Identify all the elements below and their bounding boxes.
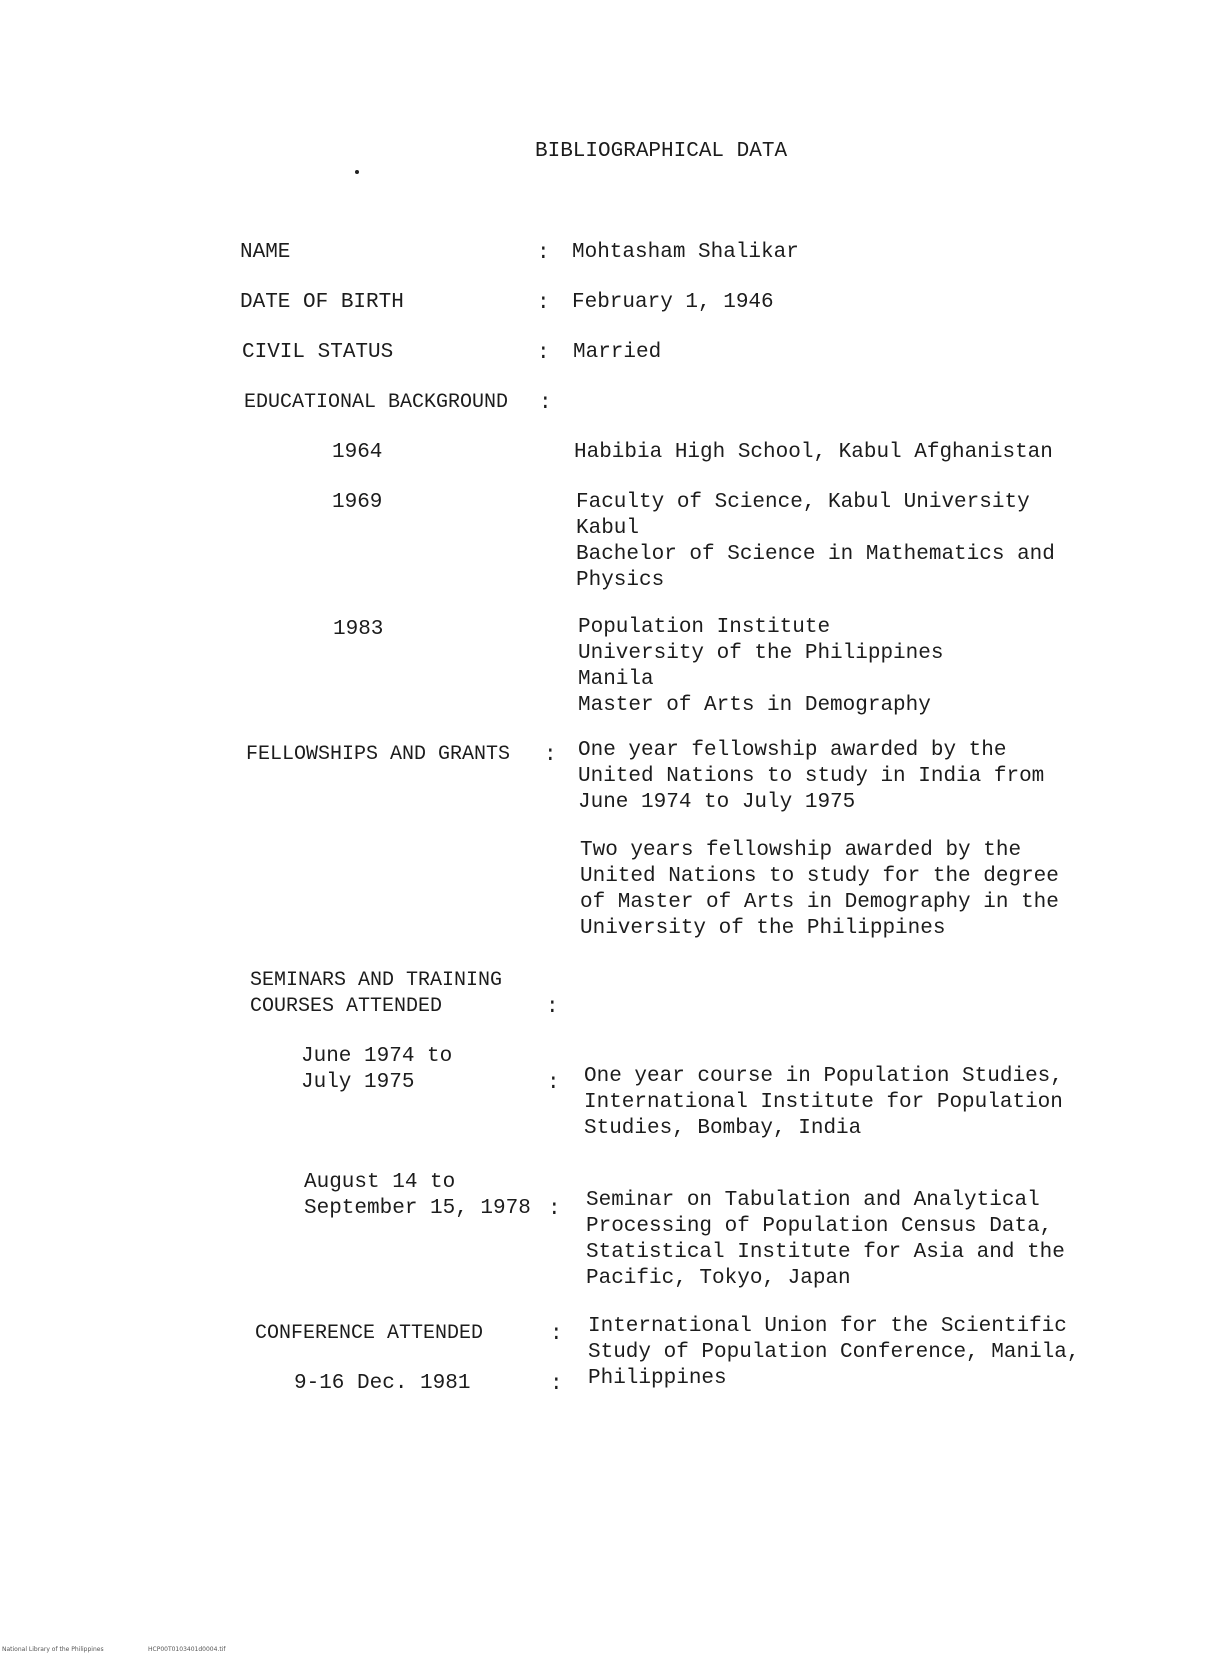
conference-line: Study of Population Conference, Manila, xyxy=(588,1341,1080,1364)
conference-label: CONFERENCE ATTENDED xyxy=(255,1322,484,1345)
education-colon: : xyxy=(539,392,552,415)
dob-value: February 1, 1946 xyxy=(572,291,774,314)
education-year: 1964 xyxy=(332,441,383,464)
fellowship-item xyxy=(578,738,1044,816)
name-value: Mohtasham Shalikar xyxy=(572,241,799,264)
conference-date-colon: : xyxy=(550,1373,563,1396)
seminars-label-line: COURSES ATTENDED xyxy=(250,995,443,1018)
education-line: Kabul xyxy=(576,517,640,540)
education-line: Bachelor of Science in Mathematics and xyxy=(576,543,1055,566)
dob-label: DATE OF BIRTH xyxy=(240,291,404,314)
seminar-date xyxy=(301,1044,452,1096)
education-label: EDUCATIONAL BACKGROUND xyxy=(244,391,509,414)
education-line: Master of Arts in Demography xyxy=(578,694,931,717)
ink-speck xyxy=(355,170,359,174)
fellowship-line: One year fellowship awarded by the xyxy=(578,739,1007,762)
seminar-date xyxy=(304,1170,531,1222)
civil-status-label: CIVIL STATUS xyxy=(242,341,394,364)
name-label: NAME xyxy=(240,241,291,264)
education-entry xyxy=(578,615,943,719)
seminar-line: Processing of Population Census Data, xyxy=(586,1215,1053,1238)
seminar-line: International Institute for Population xyxy=(584,1091,1063,1114)
footer-library: National Library of the Philippines xyxy=(2,1646,104,1653)
conference-line: International Union for the Scientific xyxy=(588,1315,1067,1338)
seminar-colon: : xyxy=(548,1198,561,1221)
fellowship-line: of Master of Arts in Demography in the xyxy=(580,891,1059,914)
seminar-line: Statistical Institute for Asia and the xyxy=(586,1241,1065,1264)
fellowship-line: Two years fellowship awarded by the xyxy=(580,839,1022,862)
page-title: BIBLIOGRAPHICAL DATA xyxy=(535,140,788,163)
conference-item xyxy=(588,1314,1079,1392)
seminar-line: One year course in Population Studies, xyxy=(584,1065,1063,1088)
footer-filename: HCP00T0103401d0004.tif xyxy=(148,1646,226,1653)
name-colon: : xyxy=(537,242,550,265)
seminar-date-line: July 1975 xyxy=(301,1071,415,1094)
education-line: Habibia High School, Kabul Afghanistan xyxy=(574,441,1053,464)
education-line: Manila xyxy=(578,668,654,691)
education-year: 1969 xyxy=(332,491,383,514)
conference-colon: : xyxy=(550,1323,563,1346)
seminars-label-line: SEMINARS AND TRAINING xyxy=(250,969,503,992)
seminar-item xyxy=(586,1188,1065,1292)
seminar-date-line: August 14 to xyxy=(304,1171,456,1194)
fellowship-line: United Nations to study in India from xyxy=(578,765,1045,788)
seminar-item xyxy=(584,1064,1063,1142)
education-line: Physics xyxy=(576,569,665,592)
fellowships-colon: : xyxy=(544,744,557,767)
education-line: Population Institute xyxy=(578,616,831,639)
conference-date: 9-16 Dec. 1981 xyxy=(294,1372,471,1395)
fellowship-line: June 1974 to July 1975 xyxy=(578,791,856,814)
seminar-colon: : xyxy=(547,1072,560,1095)
dob-colon: : xyxy=(537,292,550,315)
fellowships-label: FELLOWSHIPS AND GRANTS xyxy=(246,743,511,766)
fellowship-line: University of the Philippines xyxy=(580,917,946,940)
conference-line: Philippines xyxy=(588,1367,727,1390)
education-line: University of the Philippines xyxy=(578,642,944,665)
education-year: 1983 xyxy=(333,618,384,641)
education-line: Faculty of Science, Kabul University xyxy=(576,491,1030,514)
fellowship-line: United Nations to study for the degree xyxy=(580,865,1059,888)
seminar-date-line: September 15, 1978 xyxy=(304,1197,531,1220)
seminars-label xyxy=(250,968,502,1020)
seminar-line: Pacific, Tokyo, Japan xyxy=(586,1267,851,1290)
seminar-line: Seminar on Tabulation and Analytical xyxy=(586,1189,1040,1212)
education-entry xyxy=(574,440,1053,466)
civil-status-colon: : xyxy=(537,342,550,365)
education-entry xyxy=(576,490,1055,594)
civil-status-value: Married xyxy=(573,341,662,364)
seminar-line: Studies, Bombay, India xyxy=(584,1117,862,1140)
seminars-colon: : xyxy=(546,996,559,1019)
fellowship-item xyxy=(580,838,1059,942)
seminar-date-line: June 1974 to xyxy=(301,1045,453,1068)
